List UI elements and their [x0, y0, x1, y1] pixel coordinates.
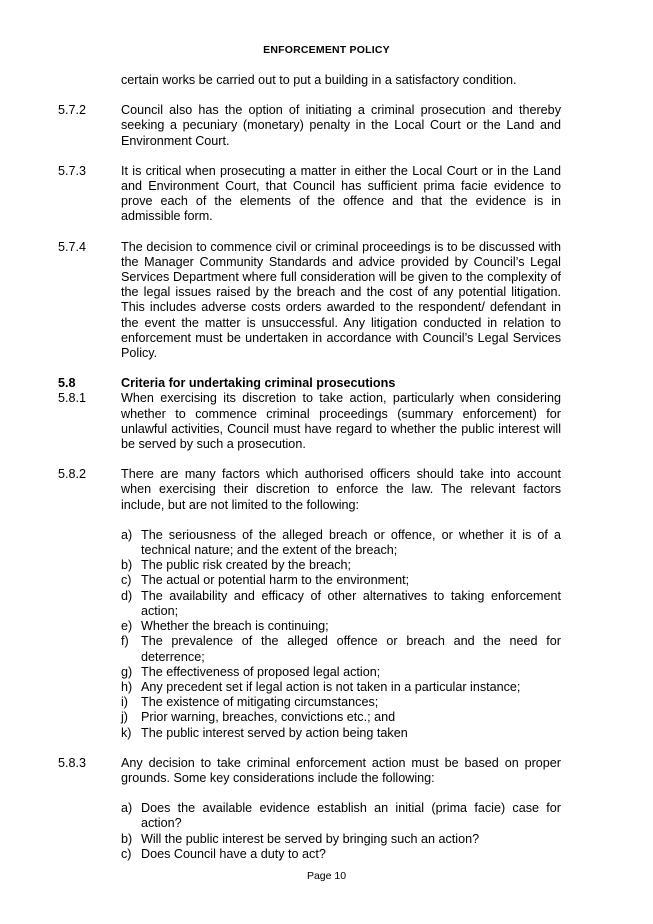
list-item — [121, 847, 561, 862]
list-item — [121, 558, 561, 573]
list-letter: b) — [121, 831, 133, 846]
list-letter: a) — [121, 527, 133, 542]
section-title: Criteria for undertaking criminal prosecutions — [121, 376, 396, 391]
list-letter: k) — [121, 725, 132, 740]
page-header: ENFORCEMENT POLICY — [263, 44, 390, 56]
list-letter: h) — [121, 679, 133, 694]
paragraph-number: 5.7.3 — [58, 163, 87, 178]
list-item — [121, 589, 561, 619]
list-letter: j) — [121, 710, 128, 725]
paragraph-number: 5.8.1 — [58, 391, 87, 406]
list-item — [121, 832, 561, 847]
list-item — [121, 573, 561, 588]
paragraph-text: The decision to commence civil or criminal proceedings is to be discussed with the Manager Community Standards and advice provided by Council’s Legal Services Department where full consideration will be given to the complexity of the legal issues raised by the breach and the cost of any potential litigation. This includes adverse costs orders awarded to the respondent/ defendant in the event the matter is unsuccessful. Any litigation conducted in relation to enforcement must be undertaken in accordance with Council’s Legal Services Policy. — [121, 239, 561, 361]
list-letter: d) — [121, 588, 133, 603]
list-item — [121, 726, 561, 741]
list-item — [121, 528, 561, 558]
list-letter: b) — [121, 558, 133, 573]
list-item — [121, 665, 561, 680]
paragraph-5-8-1 — [58, 391, 561, 452]
factors-list — [121, 528, 561, 741]
list-letter: a) — [121, 801, 133, 816]
paragraph-text: Council also has the option of initiating a criminal prosecution and thereby seeking a pecuniary (monetary) penalty in the Local Court or the Land and Environment Court. — [121, 103, 561, 148]
paragraph-5-7-2 — [58, 103, 561, 149]
paragraph-number: 5.7.4 — [58, 239, 87, 254]
considerations-list — [121, 801, 561, 862]
paragraph-number: 5.7.2 — [58, 103, 87, 118]
paragraph-5-8-2 — [58, 467, 561, 513]
section-heading — [58, 376, 561, 391]
list-letter: e) — [121, 619, 133, 634]
list-item-text: Will the public interest be served by bringing such an action? — [141, 831, 480, 846]
list-item — [121, 680, 561, 695]
paragraph-5-8-3 — [58, 756, 561, 786]
paragraph-text: When exercising its discretion to take action, particularly when considering whether to commence criminal proceedings (summary enforcement) for unlawful activities, Council must have regard to whether the public interest will be served by such a prosecution. — [121, 391, 561, 452]
list-item-text: The effectiveness of proposed legal action; — [141, 664, 381, 679]
list-item — [121, 619, 561, 634]
list-item-text: The public risk created by the breach; — [141, 558, 352, 573]
paragraph-text: There are many factors which authorised officers should take into account when exercising their discretion to enforce the law. The relevant factors include, but are not limited to the following: — [121, 467, 561, 512]
page-number: Page 10 — [306, 870, 347, 882]
list-item — [121, 801, 561, 831]
list-item-text: Whether the breach is continuing; — [141, 619, 329, 634]
list-letter: c) — [121, 573, 132, 588]
list-item-text: The actual or potential harm to the environment; — [141, 573, 410, 588]
section-number: 5.8 — [58, 376, 76, 391]
list-letter: g) — [121, 664, 133, 679]
list-item-text: The availability and efficacy of other alternatives to taking enforcement action; — [141, 588, 561, 618]
list-item-text: Prior warning, breaches, convictions etc.; and — [141, 710, 396, 725]
list-item-text: The prevalence of the alleged offence or breach and the need for deterrence; — [141, 634, 561, 664]
list-item — [121, 634, 561, 664]
list-item-text: The public interest served by action being taken — [141, 725, 408, 740]
list-item-text: The existence of mitigating circumstances; — [141, 695, 379, 710]
paragraph-5-7-3 — [58, 164, 561, 225]
paragraph-number: 5.8.3 — [58, 755, 87, 770]
document-body — [58, 73, 561, 862]
list-letter: i) — [121, 695, 128, 710]
list-item-text: Any precedent set if legal action is not taken in a particular instance; — [141, 679, 521, 694]
paragraph-text: It is critical when prosecuting a matter in either the Local Court or in the Land and Environment Court, that Council has sufficient prima facie evidence to prove each of the elements of the offence and that the evidence is in admissible form. — [121, 163, 561, 224]
paragraph-text: Any decision to take criminal enforcement action must be based on proper grounds. Some key considerations include the following: — [121, 755, 561, 785]
list-item — [121, 695, 561, 710]
paragraph-5-7-4 — [58, 240, 561, 362]
paragraph-number: 5.8.2 — [58, 467, 87, 482]
list-item — [121, 710, 561, 725]
list-item-text: The seriousness of the alleged breach or offence, or whether it is of a technical nature; and the extent of the breach; — [141, 527, 561, 558]
list-item-text: Does the available evidence establish an initial (prima facie) case for action? — [141, 801, 561, 831]
list-item-text: Does Council have a duty to act? — [141, 846, 326, 861]
list-letter: c) — [121, 846, 132, 861]
list-letter: f) — [121, 634, 129, 649]
continuation-text: certain works be carried out to put a building in a satisfactory condition. — [121, 73, 517, 87]
